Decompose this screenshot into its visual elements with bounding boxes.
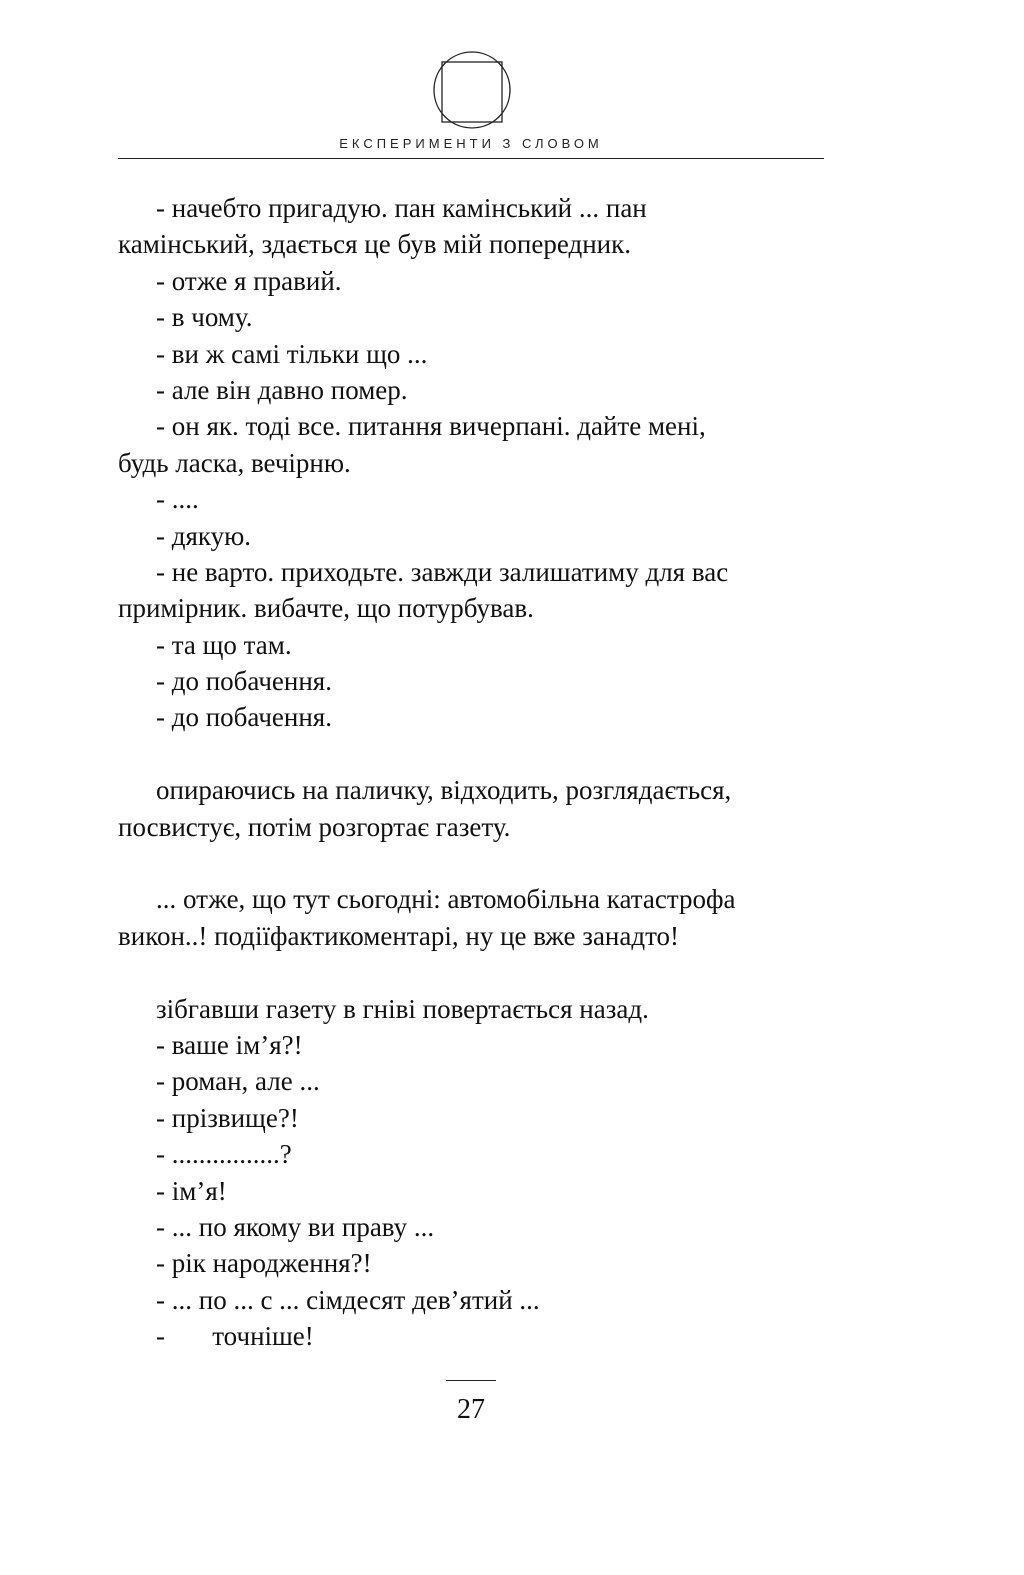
header-divider bbox=[118, 158, 824, 159]
text-line: - ... по ... с ... сімдесят дев’ятий ... bbox=[156, 1284, 540, 1315]
text-line: - .... bbox=[156, 484, 199, 515]
text-line: - та що там. bbox=[156, 629, 292, 660]
running-head-title: ЕКСПЕРИМЕНТИ З СЛОВОМ bbox=[339, 136, 603, 151]
text-line: опираючись на паличку, відходить, розглядається, bbox=[156, 775, 732, 806]
text-line: - але він давно помер. bbox=[156, 374, 408, 405]
text-line: - ви ж самі тільки що ... bbox=[156, 338, 428, 369]
text-line: - рік народження?! bbox=[156, 1248, 372, 1279]
text-line: - он як. тоді все. питання вичерпані. дайте мені, bbox=[156, 411, 706, 442]
text-line: зібгавши газету в гніві повертається назад. bbox=[156, 993, 649, 1024]
page-text bbox=[118, 190, 824, 1355]
text-line: - точніше! bbox=[156, 1321, 314, 1352]
page-number: 27 bbox=[457, 1394, 485, 1425]
text-line: - начебто пригадую. пан камінський ... пан bbox=[156, 193, 647, 223]
paragraph-gap bbox=[118, 954, 824, 990]
text-line: ... отже, що тут сьогодні: автомобільна катастрофа bbox=[156, 884, 736, 915]
text-line: примірник. вибачте, що потурбував. bbox=[118, 593, 534, 624]
text-line: посвистує, потім розгортає газету. bbox=[118, 811, 511, 842]
circle-square-logo bbox=[432, 50, 512, 130]
text-line: - отже я правий. bbox=[156, 265, 342, 296]
text-line: викон..! подіїфактикоментарі, ну це вже занадто! bbox=[118, 920, 680, 951]
text-line: - ваше ім’я?! bbox=[156, 1029, 303, 1060]
text-line: - ім’я! bbox=[156, 1175, 227, 1206]
text-line: - дякую. bbox=[156, 520, 252, 551]
text-line: - в чому. bbox=[156, 302, 253, 333]
text-line: - до побачення. bbox=[156, 702, 332, 733]
text-line: - ... по якому ви праву ... bbox=[156, 1211, 435, 1242]
paragraph-gap bbox=[118, 845, 824, 881]
text-line: - прізвище?! bbox=[156, 1102, 299, 1133]
paragraph-gap bbox=[118, 736, 824, 772]
text-line: - до побачення. bbox=[156, 666, 332, 697]
text-line: - роман, але ... bbox=[156, 1066, 320, 1097]
page-number-rule bbox=[446, 1380, 496, 1381]
text-line: будь ласка, вечірню. bbox=[118, 447, 351, 478]
text-line: - ................? bbox=[156, 1139, 292, 1170]
text-line: - не варто. приходьте. завжди залишатиму для вас bbox=[156, 556, 729, 587]
text-line: камінський, здається це був мій попередник. bbox=[118, 229, 631, 260]
